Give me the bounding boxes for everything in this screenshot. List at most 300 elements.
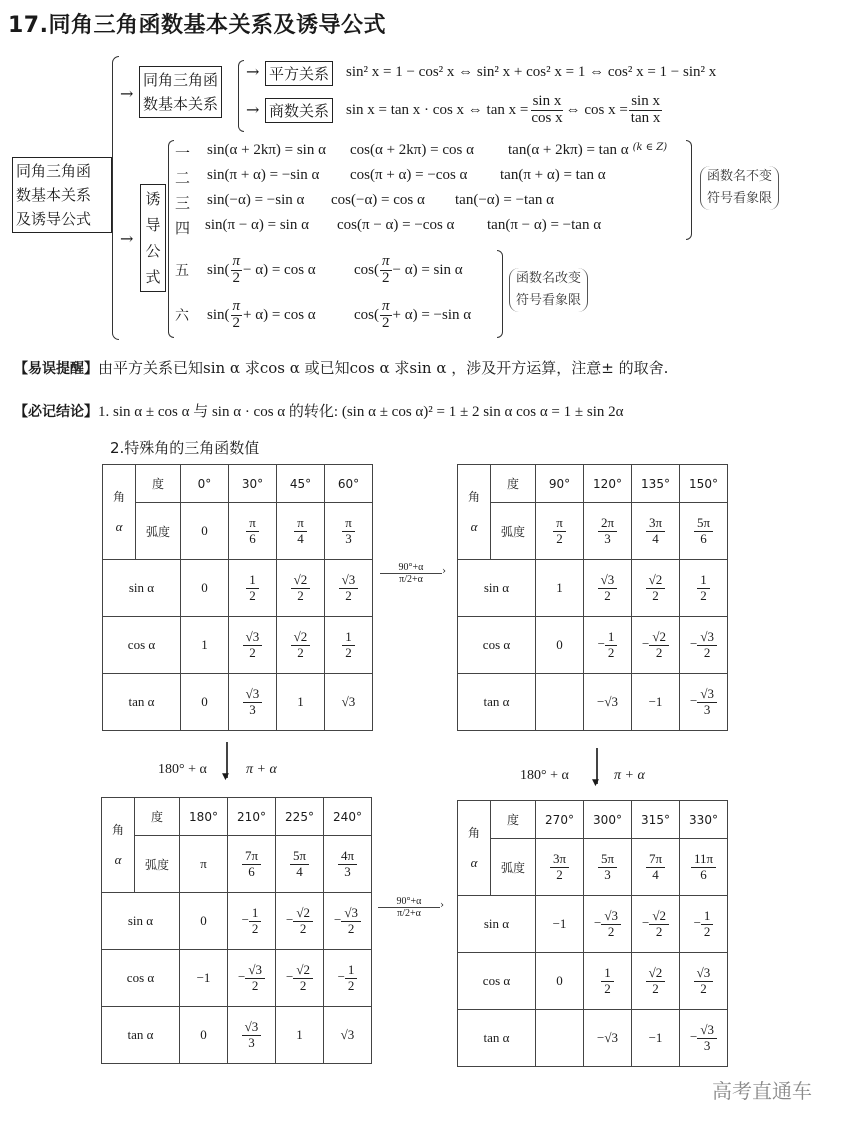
radian-cell — [277, 503, 325, 560]
arrow-head-icon: › — [442, 566, 446, 577]
square-relation-formula: sin² x = 1 − cos² x ⇔ sin² x + cos² x = 1 ⇔ cos² x = 1 − sin² x — [346, 64, 717, 80]
arrow-down-icon: ▼ — [222, 772, 229, 782]
numerator: √3 — [694, 966, 714, 981]
trig-table-t4 — [457, 800, 728, 1067]
cos-value-cell — [325, 617, 373, 674]
fraction — [553, 516, 566, 546]
row-number: 一 — [175, 144, 191, 162]
denominator: 3 — [344, 863, 351, 879]
numerator: √2 — [291, 630, 311, 645]
minus-sign: − — [334, 911, 342, 927]
tan-value-cell: 0 — [180, 1007, 228, 1064]
rule-note-unchanged — [700, 166, 779, 210]
denominator: 3 — [345, 530, 352, 546]
radian-cell — [680, 503, 728, 560]
angle-header — [458, 801, 491, 896]
induction-label-char: 诱 — [145, 190, 161, 208]
angle-header — [103, 465, 136, 560]
sin-value-cell — [277, 560, 325, 617]
formula-text: cos( — [354, 261, 379, 278]
degree-cell: 330° — [680, 801, 728, 839]
denominator: 2 — [655, 923, 663, 939]
tan-value-cell — [536, 674, 584, 731]
degree-header: 度 — [136, 465, 181, 503]
induction-row — [175, 167, 667, 192]
denominator: 3 — [604, 530, 611, 546]
sin-row-label: sin α — [458, 896, 536, 953]
numerator: √3 — [245, 963, 265, 978]
tan-value-cell — [536, 1010, 584, 1067]
half-pi-fraction — [231, 254, 243, 287]
numerator: 7π — [242, 849, 261, 864]
degree-cell: 315° — [632, 801, 680, 839]
denominator: 2 — [652, 587, 659, 603]
tan-row-label: tan α — [458, 1010, 536, 1067]
cos-row-label: cos α — [103, 617, 181, 674]
cos-value-cell: 1 — [181, 617, 229, 674]
induction-row — [175, 192, 667, 217]
note-line: 函数名改变 — [516, 271, 582, 286]
degree-cell: 240° — [324, 798, 372, 836]
cos-value-cell — [229, 617, 277, 674]
fraction — [293, 906, 313, 936]
tan-value-cell: 0 — [181, 674, 229, 731]
cos-value-cell — [324, 950, 372, 1007]
denominator: 2 — [703, 923, 711, 939]
arrow-label-bottom: π/2+α — [397, 908, 421, 919]
fraction — [242, 1020, 262, 1050]
cos-value-cell — [277, 617, 325, 674]
sin-value-cell: 1 — [536, 560, 584, 617]
note-line: 函数名不变 — [707, 169, 773, 184]
denominator: tan x — [630, 109, 661, 126]
denominator: 2 — [556, 866, 563, 882]
sin-row-label: sin α — [458, 560, 536, 617]
numerator: π — [342, 516, 355, 531]
formula-text: + α) = −sin α — [392, 306, 472, 323]
sin-row-label: sin α — [103, 560, 181, 617]
radian-cell — [680, 839, 728, 896]
tan-row-label: tan α — [102, 1007, 180, 1064]
degree-cell: 135° — [632, 465, 680, 503]
fraction — [293, 963, 313, 993]
fraction — [242, 849, 261, 879]
denominator: 2 — [297, 644, 304, 660]
tan-formula: tan(π − α) = −tan α — [487, 217, 602, 233]
numerator: sin x — [631, 92, 660, 109]
denominator: 3 — [249, 701, 256, 717]
numerator: 1 — [246, 573, 259, 588]
induction-row — [175, 248, 471, 292]
degree-cell: 30° — [229, 465, 277, 503]
root-label-line: 数基本关系 — [16, 186, 92, 204]
sin-value-cell — [325, 560, 373, 617]
sin-value-cell — [276, 893, 324, 950]
numerator: 11π — [691, 852, 716, 867]
numerator: 4π — [338, 849, 357, 864]
sin-value-cell — [632, 896, 680, 953]
radian-cell — [632, 839, 680, 896]
arrow-icon: → — [120, 84, 134, 103]
radian-cell — [536, 839, 584, 896]
denominator: 2 — [607, 644, 615, 660]
degree-header: 度 — [491, 465, 536, 503]
arrow-label-left: 180° + α — [158, 762, 207, 777]
degree-cell: 270° — [536, 801, 584, 839]
denominator: 3 — [248, 1034, 255, 1050]
fraction — [598, 573, 618, 603]
tan-value-cell — [229, 674, 277, 731]
minus-sign: − — [241, 911, 249, 927]
arrow-label-left: 180° + α — [520, 768, 569, 783]
alpha-label: α — [115, 519, 123, 534]
minus-sign: − — [286, 968, 294, 984]
numerator: 1 — [345, 963, 358, 978]
radian-cell — [229, 503, 277, 560]
denominator: 2 — [299, 920, 307, 936]
arrow-icon: → — [120, 229, 134, 248]
tan-value-cell: √3 — [325, 674, 373, 731]
fraction — [529, 94, 564, 127]
minus-sign: − — [642, 914, 650, 930]
sin-value-cell: −1 — [536, 896, 584, 953]
induction-label-char: 公 — [145, 242, 161, 260]
radian-cell — [324, 836, 372, 893]
quotient-relation-label: 商数关系 — [265, 98, 333, 123]
cos-formula: cos(π − α) = −cos α — [337, 217, 455, 233]
tan-value-cell — [680, 1010, 728, 1067]
denominator: 4 — [296, 863, 303, 879]
fraction — [342, 630, 355, 660]
denominator: 3 — [703, 1037, 711, 1053]
denominator: 2 — [382, 269, 390, 286]
minus-sign: − — [286, 911, 294, 927]
denominator: 2 — [299, 977, 307, 993]
fraction — [605, 630, 618, 660]
arrow-label-top: 90°+α — [396, 896, 422, 907]
numerator: √3 — [697, 687, 717, 702]
degree-cell: 150° — [680, 465, 728, 503]
radian-cell — [536, 503, 584, 560]
fraction — [243, 630, 263, 660]
conclusion-formula: 1. sin α ± cos α 与 sin α · cos α 的转化: (sin α ± cos α)² = 1 ± 2 sin α cos α = 1 ± sin 2α — [98, 404, 624, 420]
alpha-label: α — [114, 852, 122, 867]
basic-brace — [238, 60, 244, 132]
tan-value-cell: −1 — [632, 1010, 680, 1067]
row-number: 五 — [175, 263, 189, 279]
induction-label-char: 导 — [145, 216, 161, 234]
cos-value-cell: 0 — [536, 953, 584, 1010]
induction-row — [175, 142, 667, 167]
cos-formula: cos(−α) = cos α — [331, 192, 425, 208]
square-relation-label: 平方关系 — [265, 61, 333, 86]
degree-cell: 300° — [584, 801, 632, 839]
cos-formula — [354, 299, 471, 332]
degree-cell: 0° — [181, 465, 229, 503]
fraction — [291, 630, 311, 660]
numerator: 2π — [598, 516, 617, 531]
cos-value-cell — [680, 617, 728, 674]
denominator: 4 — [652, 866, 659, 882]
formula-text: − α) = sin α — [392, 261, 463, 278]
cos-row-label: cos α — [458, 617, 536, 674]
sin-value-cell — [584, 896, 632, 953]
numerator: √3 — [339, 573, 359, 588]
denominator: 2 — [249, 644, 256, 660]
row-number: 六 — [175, 308, 189, 324]
minus-sign: − — [337, 968, 345, 984]
fraction — [243, 687, 263, 717]
fraction — [341, 906, 361, 936]
denominator: 2 — [249, 587, 256, 603]
denominator: 2 — [347, 977, 355, 993]
basic-relation-box — [139, 66, 222, 118]
tan-value-cell: −√3 — [584, 1010, 632, 1067]
denominator: 2 — [700, 980, 707, 996]
degree-cell: 210° — [228, 798, 276, 836]
denominator: 3 — [604, 866, 611, 882]
radian-cell — [276, 836, 324, 893]
numerator: √3 — [697, 630, 717, 645]
quotient-relation-formula — [346, 90, 663, 130]
minus-sign: − — [642, 635, 650, 651]
rows2-right-brace — [497, 250, 503, 338]
cos-value-cell — [632, 617, 680, 674]
radian-cell — [325, 503, 373, 560]
note-line: 符号看象限 — [516, 293, 582, 308]
fraction — [338, 849, 357, 879]
sin-value-cell: 0 — [180, 893, 228, 950]
numerator: √3 — [243, 630, 263, 645]
numerator: π — [232, 252, 241, 269]
numerator: 1 — [601, 966, 614, 981]
sin-formula: sin(−α) = −sin α — [207, 192, 305, 208]
note-line: 符号看象限 — [707, 191, 773, 206]
minus-sign: − — [597, 635, 605, 651]
denominator: 6 — [248, 863, 255, 879]
minus-sign: − — [690, 692, 698, 708]
denominator: 2 — [232, 269, 240, 286]
cos-formula — [354, 254, 463, 287]
radian-header: 弧度 — [136, 503, 181, 560]
denominator: 6 — [700, 530, 707, 546]
degree-cell: 60° — [325, 465, 373, 503]
tan-value-cell: −√3 — [584, 674, 632, 731]
watermark: 高考直通车 — [712, 1079, 812, 1103]
sin-formula — [207, 299, 354, 332]
denominator: 2 — [700, 587, 707, 603]
rows-right-brace — [686, 140, 692, 240]
sin-value-cell — [680, 896, 728, 953]
sin-formula: sin(π − α) = sin α — [205, 217, 309, 233]
denominator: 2 — [604, 980, 611, 996]
conclusion-tag: 【必记结论】 — [14, 404, 98, 420]
root-label-line: 同角三角函 — [16, 162, 92, 180]
main-brace — [112, 56, 119, 340]
fraction — [339, 573, 359, 603]
numerator: 1 — [342, 630, 355, 645]
sin-value-cell — [584, 560, 632, 617]
cos-value-cell — [276, 950, 324, 1007]
numerator: √3 — [341, 906, 361, 921]
numerator: π — [382, 252, 390, 269]
cos-value-cell: −1 — [180, 950, 228, 1007]
fraction — [601, 966, 614, 996]
rule-note-changed — [509, 268, 588, 312]
page-title: 17.同角三角函数基本关系及诱导公式 — [8, 13, 386, 38]
numerator: 5π — [694, 516, 713, 531]
tan-formula: tan(α + 2kπ) = tan α — [508, 142, 629, 158]
angle-header — [102, 798, 135, 893]
numerator: 3π — [646, 516, 665, 531]
tan-formula: tan(π + α) = tan α — [500, 167, 606, 183]
special-angles-heading: 2.特殊角的三角函数值 — [110, 439, 260, 457]
fraction — [550, 852, 569, 882]
arrow-icon: → — [246, 100, 260, 119]
radian-cell — [228, 836, 276, 893]
degree-header: 度 — [491, 801, 536, 839]
numerator: π — [294, 516, 307, 531]
numerator: √3 — [697, 1023, 717, 1038]
sin-formula: sin(π + α) = −sin α — [207, 167, 320, 183]
denominator: 2 — [556, 530, 563, 546]
reminder-line — [14, 357, 668, 378]
numerator: 7π — [646, 852, 665, 867]
formula-text: sin( — [207, 261, 230, 278]
formula-text: + α) = cos α — [243, 306, 316, 323]
radian-cell: 0 — [181, 503, 229, 560]
root-label-box — [12, 157, 112, 233]
induction-label-char: 式 — [145, 268, 161, 286]
fraction — [249, 906, 262, 936]
fraction — [701, 909, 714, 939]
tan-value-cell — [680, 674, 728, 731]
denominator: 4 — [297, 530, 304, 546]
degree-cell: 120° — [584, 465, 632, 503]
numerator: √3 — [242, 1020, 262, 1035]
numerator: 1 — [605, 630, 618, 645]
minus-sign: − — [238, 968, 246, 984]
denominator: 2 — [703, 644, 711, 660]
sin-row-label: sin α — [102, 893, 180, 950]
horizontal-transform-arrow — [380, 562, 446, 585]
angle-header — [458, 465, 491, 560]
tan-value-cell: √3 — [324, 1007, 372, 1064]
trig-table-t1 — [102, 464, 373, 731]
fraction — [598, 516, 617, 546]
cos-value-cell — [584, 617, 632, 674]
denominator: 2 — [347, 920, 355, 936]
numerator: √2 — [649, 909, 669, 924]
half-pi-fraction — [231, 299, 243, 332]
tan-formula: tan(−α) = −tan α — [455, 192, 554, 208]
row-number: 二 — [175, 169, 191, 187]
denominator: 2 — [232, 314, 240, 331]
denominator: cos x — [531, 109, 563, 126]
half-pi-fraction — [380, 254, 392, 287]
angle-label: 角 — [112, 490, 125, 504]
degree-cell: 45° — [277, 465, 325, 503]
denominator: 2 — [251, 920, 259, 936]
half-pi-fraction — [380, 299, 392, 332]
trig-table-t3 — [101, 797, 372, 1064]
numerator: π — [553, 516, 566, 531]
denominator: 6 — [700, 866, 707, 882]
sin-value-cell — [228, 893, 276, 950]
induction-row — [175, 292, 471, 338]
sin-formula — [207, 254, 354, 287]
row-number: 三 — [175, 194, 191, 212]
cos-row-label: cos α — [102, 950, 180, 1007]
numerator: √2 — [293, 963, 313, 978]
radian-header: 弧度 — [491, 503, 536, 560]
angle-label: 角 — [467, 490, 480, 504]
numerator: √3 — [601, 909, 621, 924]
fraction — [646, 516, 665, 546]
minus-sign: − — [690, 635, 698, 651]
alpha-label: α — [470, 519, 478, 534]
sin-value-cell — [680, 560, 728, 617]
formula-text: ⇔ cos x = — [565, 101, 628, 118]
radian-header: 弧度 — [135, 836, 180, 893]
numerator: √3 — [598, 573, 618, 588]
numerator: 3π — [550, 852, 569, 867]
degree-cell: 90° — [536, 465, 584, 503]
induction-row — [175, 217, 667, 242]
arrow-label-top: 90°+α — [398, 562, 424, 573]
row-number: 四 — [175, 219, 191, 237]
formula-text: cos( — [354, 306, 379, 323]
fraction — [601, 909, 621, 939]
denominator: 2 — [345, 644, 352, 660]
degree-cell: 225° — [276, 798, 324, 836]
numerator: 1 — [697, 573, 710, 588]
cos-formula: cos(α + 2kπ) = cos α — [350, 142, 474, 158]
fraction — [629, 94, 663, 127]
arrow-label-right: π + α — [246, 762, 277, 777]
fraction — [246, 516, 259, 546]
fraction — [246, 573, 259, 603]
fraction — [694, 516, 713, 546]
numerator: π — [382, 297, 390, 314]
tan-row-label: tan α — [103, 674, 181, 731]
numerator: 1 — [701, 909, 714, 924]
radian-cell — [632, 503, 680, 560]
fraction — [646, 852, 665, 882]
radian-cell — [584, 839, 632, 896]
fraction — [697, 1023, 717, 1053]
arrow-icon: → — [246, 62, 260, 81]
denominator: 3 — [703, 701, 711, 717]
denominator: 2 — [604, 587, 611, 603]
conclusion-line — [14, 400, 623, 421]
fraction — [697, 687, 717, 717]
minus-sign: − — [693, 914, 701, 930]
fraction — [245, 963, 265, 993]
numerator: π — [246, 516, 259, 531]
fraction — [291, 573, 311, 603]
cos-value-cell — [228, 950, 276, 1007]
basic-relation-label: 数基本关系 — [143, 95, 219, 113]
arrow-down-icon: ▼ — [592, 778, 599, 788]
horizontal-transform-arrow — [378, 896, 444, 919]
numerator: √2 — [649, 630, 669, 645]
tan-value-cell: 1 — [276, 1007, 324, 1064]
alpha-label: α — [470, 855, 478, 870]
cos-value-cell — [632, 953, 680, 1010]
sin-formula: sin(α + 2kπ) = sin α — [207, 142, 326, 158]
reminder-tag: 【易误提醒】 — [14, 361, 98, 377]
